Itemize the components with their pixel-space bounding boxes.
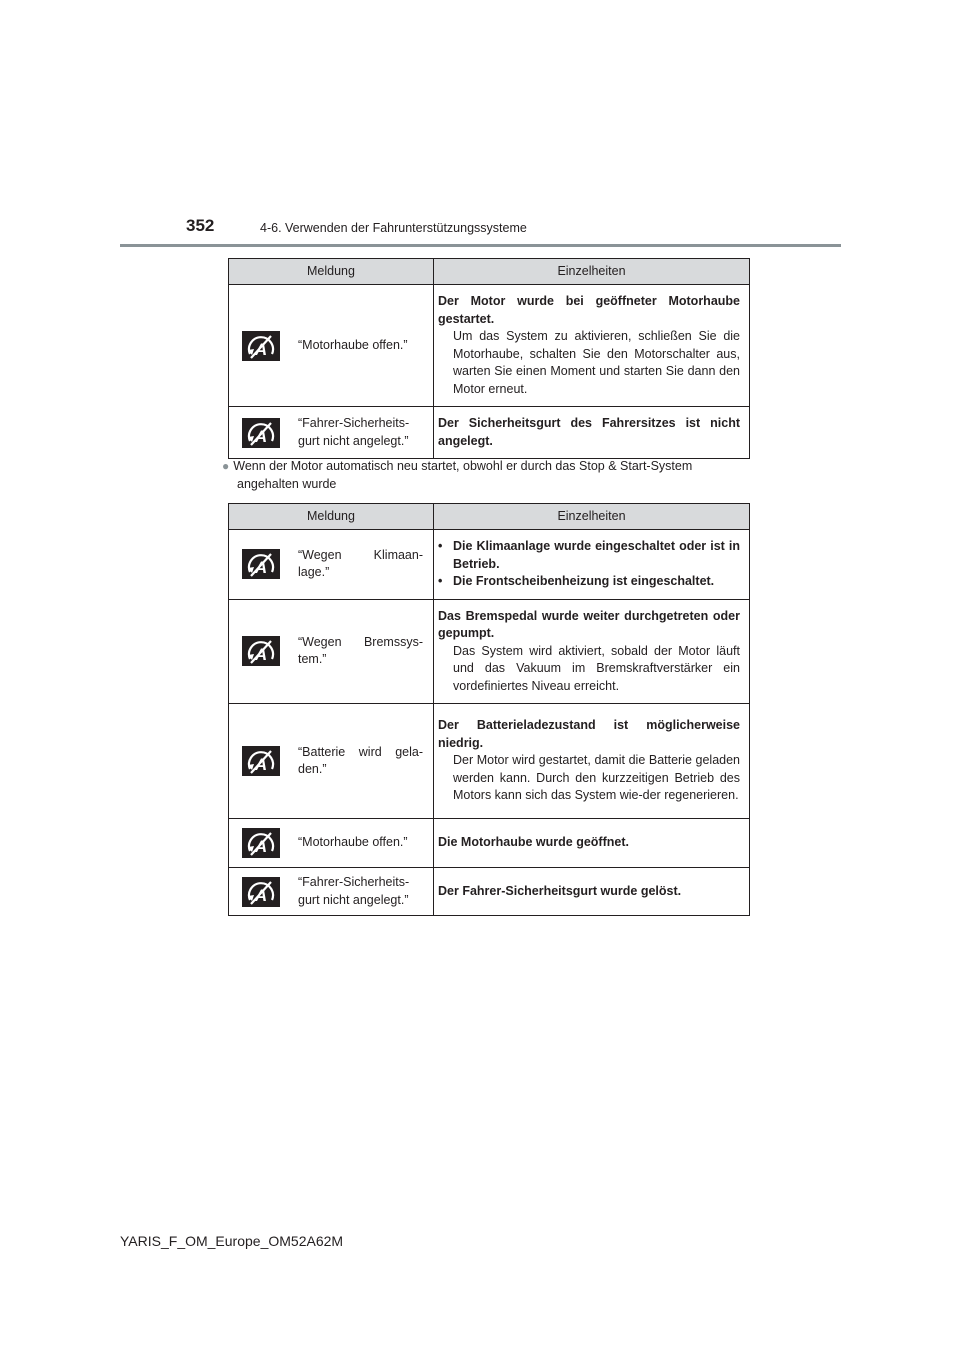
message-table-2 <box>228 503 750 916</box>
stop-start-warning-icon <box>242 828 280 858</box>
table-row <box>229 704 750 819</box>
table-row <box>229 868 750 916</box>
header-rule <box>120 244 841 247</box>
table-row <box>229 530 750 600</box>
table-header-row <box>229 259 750 285</box>
detail-text: Das System wird aktiviert, sobald der Motor läuft und das Vakuum im Bremskraftverstärker ein vordefiniertes Niveau erreicht. <box>453 643 740 693</box>
message-text: “Fahrer-Sicherheits-gurt nicht angelegt.” <box>298 416 410 448</box>
column-header-details: Einzelheiten <box>434 504 750 530</box>
detail-heading: Der Fahrer-Sicherheitsgurt wurde gelöst. <box>438 883 682 898</box>
message-text: “Motorhaube offen.” <box>298 337 408 352</box>
page-number: 352 <box>186 216 215 235</box>
intro-text-line-2: angehalten wurde <box>237 476 337 491</box>
table-row <box>229 407 750 459</box>
section-title: 4-6. Verwenden der Fahrunterstützungssysteme <box>260 221 527 235</box>
message-table-1 <box>228 258 750 459</box>
detail-text: Um das System zu aktivieren, schließen Sie die Motorhaube, schalten Sie den Motorschalter aus, warten Sie einen Moment und starten Sie dann den Motor erneut. <box>453 329 740 396</box>
bullet-circle-icon: ● <box>222 459 230 473</box>
detail-heading: Der Batterieladezustand ist möglicherweise niedrig. <box>438 718 740 750</box>
stop-start-warning-icon <box>242 418 280 448</box>
stop-start-warning-icon <box>242 331 280 361</box>
table-row <box>229 285 750 407</box>
column-header-message: Meldung <box>229 504 434 530</box>
column-header-details: Einzelheiten <box>434 259 750 285</box>
detail-heading: Der Sicherheitsgurt des Fahrersitzes ist nicht angelegt. <box>438 416 740 448</box>
message-text: “Fahrer-Sicherheits-gurt nicht angelegt.” <box>298 875 410 907</box>
detail-heading: Der Motor wurde bei geöffneter Motorhaube gestartet. <box>438 294 740 326</box>
table-row <box>229 599 750 704</box>
detail-heading: Die Motorhaube wurde geöffnet. <box>438 835 629 850</box>
detail-bullet: • Die Frontscheibenheizung ist eingeschaltet. <box>438 574 715 588</box>
column-header-message: Meldung <box>229 259 434 285</box>
stop-start-warning-icon <box>242 877 280 907</box>
intro-paragraph <box>222 458 752 493</box>
table-header-row <box>229 504 750 530</box>
message-text: “Motorhaube offen.” <box>298 835 408 850</box>
detail-bullet: • Die Klimaanlage wurde eingeschaltet oder ist in Betrieb. <box>438 539 740 571</box>
stop-start-warning-icon <box>242 746 280 776</box>
table-row <box>229 819 750 868</box>
message-text: “Batterie wird gela-den.” <box>298 744 423 776</box>
message-text: “Wegen Klimaan-lage.” <box>298 547 423 580</box>
stop-start-warning-icon <box>242 549 280 579</box>
message-text: “Wegen Bremssys-tem.” <box>298 634 423 667</box>
stop-start-warning-icon <box>242 636 280 666</box>
intro-text-line-1: Wenn der Motor automatisch neu startet, obwohl er durch das Stop & Start-System <box>233 459 693 473</box>
detail-text: Der Motor wird gestartet, damit die Batterie geladen werden kann. Durch den kurzzeitigen Betrieb des Motors kann sich das System wie-der regenerieren. <box>453 753 740 803</box>
document-id: YARIS_F_OM_Europe_OM52A62M <box>120 1233 344 1249</box>
detail-heading: Das Bremspedal wurde weiter durchgetreten oder gepumpt. <box>438 608 740 640</box>
